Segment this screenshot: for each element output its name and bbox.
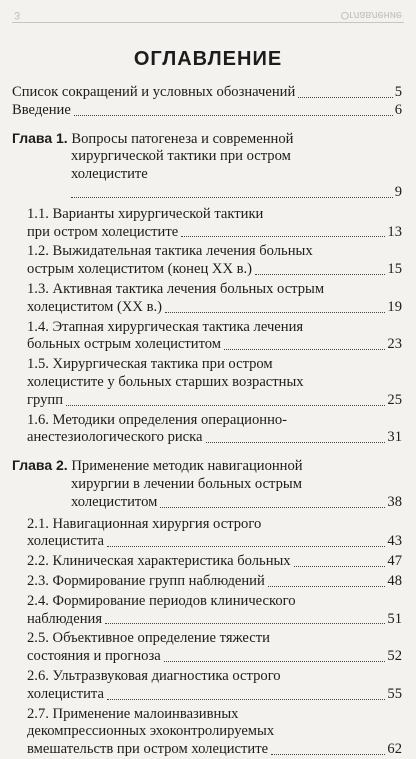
dot-leader [294, 566, 386, 567]
section-title-line: 2.4. Формирование периодов клинического [27, 592, 296, 609]
table-of-contents [12, 84, 402, 759]
dot-leader [268, 586, 386, 587]
toc-section-2-7[interactable] [12, 706, 402, 759]
section-title-line: декомпрессионных эхоконтролируемых [27, 723, 275, 740]
section-title-line: 1.6. Методики определения операционно- [27, 411, 288, 428]
dot-leader [298, 97, 392, 98]
toc-chapter-1[interactable] [12, 130, 402, 202]
section-title-line: 1.4. Этапная хирургическая тактика лечения [27, 318, 304, 335]
section-title-line: 2.5. Объективное определение тяжести [27, 630, 270, 647]
toc-page-number: 5 [394, 84, 402, 100]
toc-section-2-4[interactable] [12, 593, 402, 629]
dot-leader [164, 661, 386, 662]
toc-section-1-6[interactable] [12, 412, 402, 448]
section-title-line: 2.1. Навигационная хирургия острого [27, 515, 262, 532]
section-title-line: острым холециститом (конец XX в.) [27, 261, 253, 278]
toc-page-number: 31 [387, 429, 402, 446]
section-title-line: 2.3. Формирование групп наблюдений [27, 572, 265, 589]
chapter-title-line: хирургии в лечении больных острым [71, 475, 302, 492]
toc-section-2-3[interactable] [12, 573, 402, 591]
toc-entry-abbreviations[interactable] [12, 84, 402, 102]
chapter-title-line: холецистите [71, 166, 148, 183]
section-title-line: холецистите у больных старших возрастных [27, 373, 304, 390]
chapter-title-line: холециститом [71, 493, 158, 510]
toc-section-2-1[interactable] [12, 516, 402, 552]
section-title-line: 1.3. Активная тактика лечения больных острым [27, 280, 325, 297]
section-title-line: наблюдения [27, 610, 103, 627]
toc-page-number: 19 [387, 298, 402, 315]
toc-section-2-5[interactable] [12, 630, 402, 666]
dot-leader [105, 623, 385, 624]
section-title-line: вмешательств при остром холецистите [27, 741, 269, 758]
chapter-heading-line [12, 457, 402, 476]
dot-leader [255, 274, 385, 275]
toc-page-number: 25 [387, 391, 402, 408]
chapter-heading-line [12, 130, 402, 149]
section-title-line: групп [27, 391, 64, 408]
toc-entry-text: Введение [12, 101, 71, 118]
toc-section-1-4[interactable] [12, 319, 402, 355]
dot-leader [107, 546, 385, 547]
chapter-title-line: Вопросы патогенеза и современной [71, 130, 294, 147]
toc-page-number: 38 [387, 493, 402, 510]
section-title-line: 1.1. Варианты хирургической тактики [27, 205, 264, 222]
toc-entry-introduction[interactable] [12, 102, 402, 120]
section-title-line: состояния и прогноза [27, 648, 161, 665]
toc-page-number: 47 [387, 553, 402, 570]
section-title-line: холецистита [27, 533, 104, 550]
section-title-line: холецистита [27, 685, 104, 702]
toc-chapter-2[interactable] [12, 457, 402, 511]
running-head-right: 3 [14, 9, 21, 21]
toc-section-1-3[interactable] [12, 281, 402, 317]
dot-leader [206, 442, 386, 443]
toc-page-number: 13 [387, 223, 402, 240]
section-title-line: 2.6. Ультразвуковая диагностика острого [27, 667, 281, 684]
dot-leader [74, 115, 393, 116]
toc-section-2-6[interactable] [12, 668, 402, 704]
toc-page-number: 48 [387, 572, 402, 589]
chapter-label: Глава 2. [12, 457, 68, 474]
section-title-line: холециститом (XX в.) [27, 298, 162, 315]
section-title-line: 2.2. Клиническая характеристика больных [27, 553, 291, 570]
section-title-line: 1.5. Хирургическая тактика при остром [27, 356, 273, 373]
toc-section-1-2[interactable] [12, 243, 402, 279]
toc-page-number: 62 [387, 741, 402, 758]
dot-leader [181, 236, 385, 237]
toc-page-number: 6 [394, 101, 402, 118]
toc-page-number: 15 [387, 261, 402, 278]
section-title-line: при остром холецистите [27, 223, 179, 240]
chapter-title-line: хирургической тактики при остром [71, 148, 291, 165]
running-head-left: Оглавление [340, 9, 402, 21]
toc-section-1-1[interactable] [12, 206, 402, 242]
toc-page-number: 55 [387, 685, 402, 702]
dot-leader [107, 699, 385, 700]
chapter-label: Глава 1. [12, 129, 68, 146]
dot-leader [160, 507, 385, 508]
section-title-line: 1.2. Выжидательная тактика лечения больных [27, 243, 313, 260]
dot-leader [66, 405, 385, 406]
toc-section-2-2[interactable] [12, 553, 402, 571]
dot-leader [224, 349, 385, 350]
toc-section-1-5[interactable] [12, 356, 402, 409]
toc-page-number: 43 [387, 533, 402, 550]
toc-page-number: 52 [387, 648, 402, 665]
section-title-line: больных острым холециститом [27, 336, 222, 353]
toc-page-number: 23 [387, 336, 402, 353]
dot-leader [271, 754, 385, 755]
header-rule [12, 22, 404, 23]
page-title: ОГЛАВЛЕНИЕ [133, 48, 283, 70]
toc-entry-text: Список сокращений и условных обозначений [12, 84, 296, 100]
dot-leader [165, 312, 385, 313]
toc-page-number: 9 [394, 183, 402, 200]
section-title-line: 2.7. Применение малоинвазивных [27, 705, 239, 722]
chapter-title-line: Применение методик навигационной [71, 458, 303, 475]
dot-leader [71, 197, 393, 198]
section-title-line: анестезиологического риска [27, 429, 203, 446]
toc-page-number: 51 [387, 610, 402, 627]
